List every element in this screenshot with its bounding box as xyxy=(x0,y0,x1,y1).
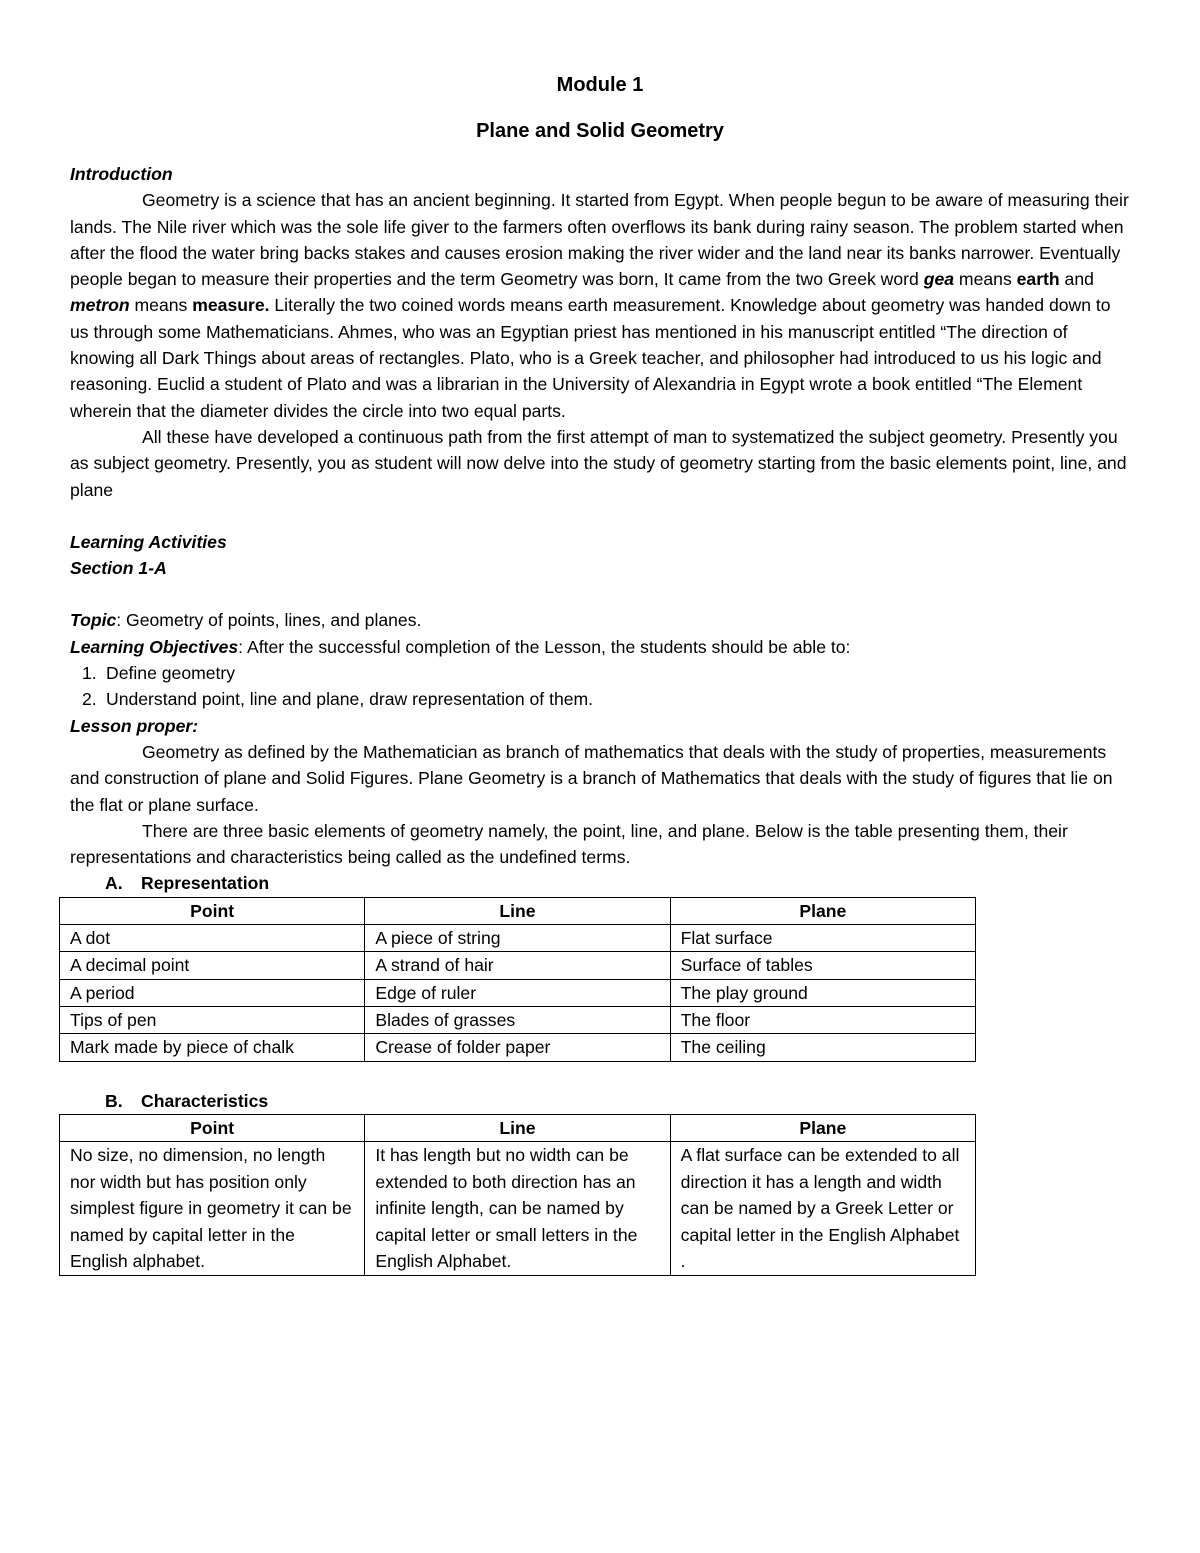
module-title: Module 1 xyxy=(556,74,644,96)
table-cell: A period xyxy=(60,979,365,1006)
table-row xyxy=(60,979,976,1006)
table-cell: Surface of tables xyxy=(670,952,975,979)
table-cell: The ceiling xyxy=(670,1034,975,1061)
table-cell: Mark made by piece of chalk xyxy=(60,1034,365,1061)
list-number: 2. xyxy=(82,689,97,710)
section-heading: Section 1-A xyxy=(70,558,167,579)
table-a-title: Representation xyxy=(141,873,270,894)
spacer xyxy=(70,1062,1130,1088)
term-earth: earth xyxy=(1016,269,1060,290)
header-cell: Line xyxy=(365,1114,670,1141)
objectives-label: Learning Objectives xyxy=(70,636,239,657)
table-header-row xyxy=(60,1114,976,1141)
objectives-value: : After the successful completion of the Lesson, the students should be able to: xyxy=(238,636,851,657)
introduction-paragraph-1 xyxy=(70,187,1130,424)
list-text: Understand point, line and plane, draw representation of them. xyxy=(106,689,594,710)
list-item xyxy=(70,686,1130,712)
intro-text-a: Geometry is a science that has an ancient beginning. It started from Egypt. When people begun to be aware of measuring their lands. The Nile river which was the sole life giver to the farmers often overflows its bank during rainy season. The problem started when after the flood the water bring backs stakes and causes erosion making the river wider and the land near its banks narrower. Eventually people began to measure their properties and the term Geometry was born, It came from the two Greek word xyxy=(70,190,1129,290)
table-cell: A piece of string xyxy=(365,925,670,952)
characteristics-table xyxy=(59,1114,976,1276)
spacer xyxy=(70,581,1130,607)
header-cell: Plane xyxy=(670,897,975,924)
table-cell: The play ground xyxy=(670,979,975,1006)
table-cell: A dot xyxy=(60,925,365,952)
intro-text-b: means xyxy=(954,269,1017,290)
table-cell: A decimal point xyxy=(60,952,365,979)
lesson-proper-heading: Lesson proper: xyxy=(70,715,199,736)
table-a-letter: A. xyxy=(105,873,123,894)
table-cell: No size, no dimension, no length nor width but has position only simplest figure in geometry it can be named by capital letter in the English alphabet. xyxy=(60,1142,365,1276)
header-cell: Line xyxy=(365,897,670,924)
topic-value: : Geometry of points, lines, and planes. xyxy=(116,610,422,631)
table-cell: Crease of folder paper xyxy=(365,1034,670,1061)
list-text: Define geometry xyxy=(106,663,236,684)
table-row xyxy=(60,952,976,979)
table-cell: It has length but no width can be extended to both direction has an infinite length, can be named by capital letter or small letters in the English Alphabet. xyxy=(365,1142,670,1276)
term-metron: metron xyxy=(70,295,130,316)
table-header-row xyxy=(60,897,976,924)
header-cell: Point xyxy=(60,897,365,924)
header-cell: Plane xyxy=(670,1114,975,1141)
topic-line xyxy=(70,607,1130,633)
introduction-heading: Introduction xyxy=(70,164,173,184)
representation-table xyxy=(59,897,976,1062)
intro-text-d: means xyxy=(129,295,193,316)
objectives-list xyxy=(70,660,1130,713)
table-row xyxy=(60,1142,976,1276)
table-row xyxy=(60,925,976,952)
lesson-paragraph-1: Geometry as defined by the Mathematician as branch of mathematics that deals with the study of properties, measurements and construction of plane and Solid Figures. Plane Geometry is a branch of Mathematics that deals with the study of figures that lie on the flat or plane surface. xyxy=(70,741,1113,815)
term-measure: measure. xyxy=(192,295,270,316)
table-cell: Edge of ruler xyxy=(365,979,670,1006)
intro-text-c: and xyxy=(1059,269,1094,290)
header-cell: Point xyxy=(60,1114,365,1141)
table-cell: A flat surface can be extended to all direction it has a length and width can be named by a Greek Letter or capital letter in the English Alphabet . xyxy=(670,1142,975,1276)
learning-activities-heading: Learning Activities xyxy=(70,531,227,552)
table-cell: A strand of hair xyxy=(365,952,670,979)
table-cell: The floor xyxy=(670,1006,975,1033)
table-cell: Blades of grasses xyxy=(365,1006,670,1033)
table-b-heading xyxy=(70,1088,1130,1114)
table-b-title: Characteristics xyxy=(141,1090,269,1111)
table-row xyxy=(60,1006,976,1033)
term-gea: gea xyxy=(923,269,955,290)
spacer xyxy=(70,503,1130,529)
list-number: 1. xyxy=(82,663,97,684)
introduction-paragraph-2: All these have developed a continuous path from the first attempt of man to systematized the subject geometry. Presently you as subject geometry. Presently, you as student will now delve into the study of geometry starting from the basic elements point, line, and plane xyxy=(70,426,1127,500)
table-cell: Tips of pen xyxy=(60,1006,365,1033)
table-row xyxy=(60,1034,976,1061)
table-b-letter: B. xyxy=(105,1090,123,1111)
table-a-heading xyxy=(70,870,1130,896)
intro-text-e: Literally the two coined words means earth measurement. Knowledge about geometry was handed down to us through some Mathematicians. Ahmes, who was an Egyptian priest has mentioned in his manuscript entitled “The direction of knowing all Dark Things about areas of rectangles. Plato, who is a Greek teacher, and philosopher had introduced to us his logic and reasoning. Euclid a student of Plato and was a librarian in the University of Alexandria in Egypt wrote a book entitled “The Element wherein that the diameter divides the circle into two equal parts. xyxy=(70,295,1111,421)
course-title: Plane and Solid Geometry xyxy=(476,120,724,142)
list-item xyxy=(70,660,1130,686)
document-page xyxy=(70,68,1130,1276)
topic-label: Topic xyxy=(70,610,117,631)
lesson-paragraph-2: There are three basic elements of geometry namely, the point, line, and plane. Below is the table presenting them, their representations and characteristics being called as the undefined terms. xyxy=(70,820,1068,868)
table-cell: Flat surface xyxy=(670,925,975,952)
objectives-line xyxy=(70,634,1130,660)
